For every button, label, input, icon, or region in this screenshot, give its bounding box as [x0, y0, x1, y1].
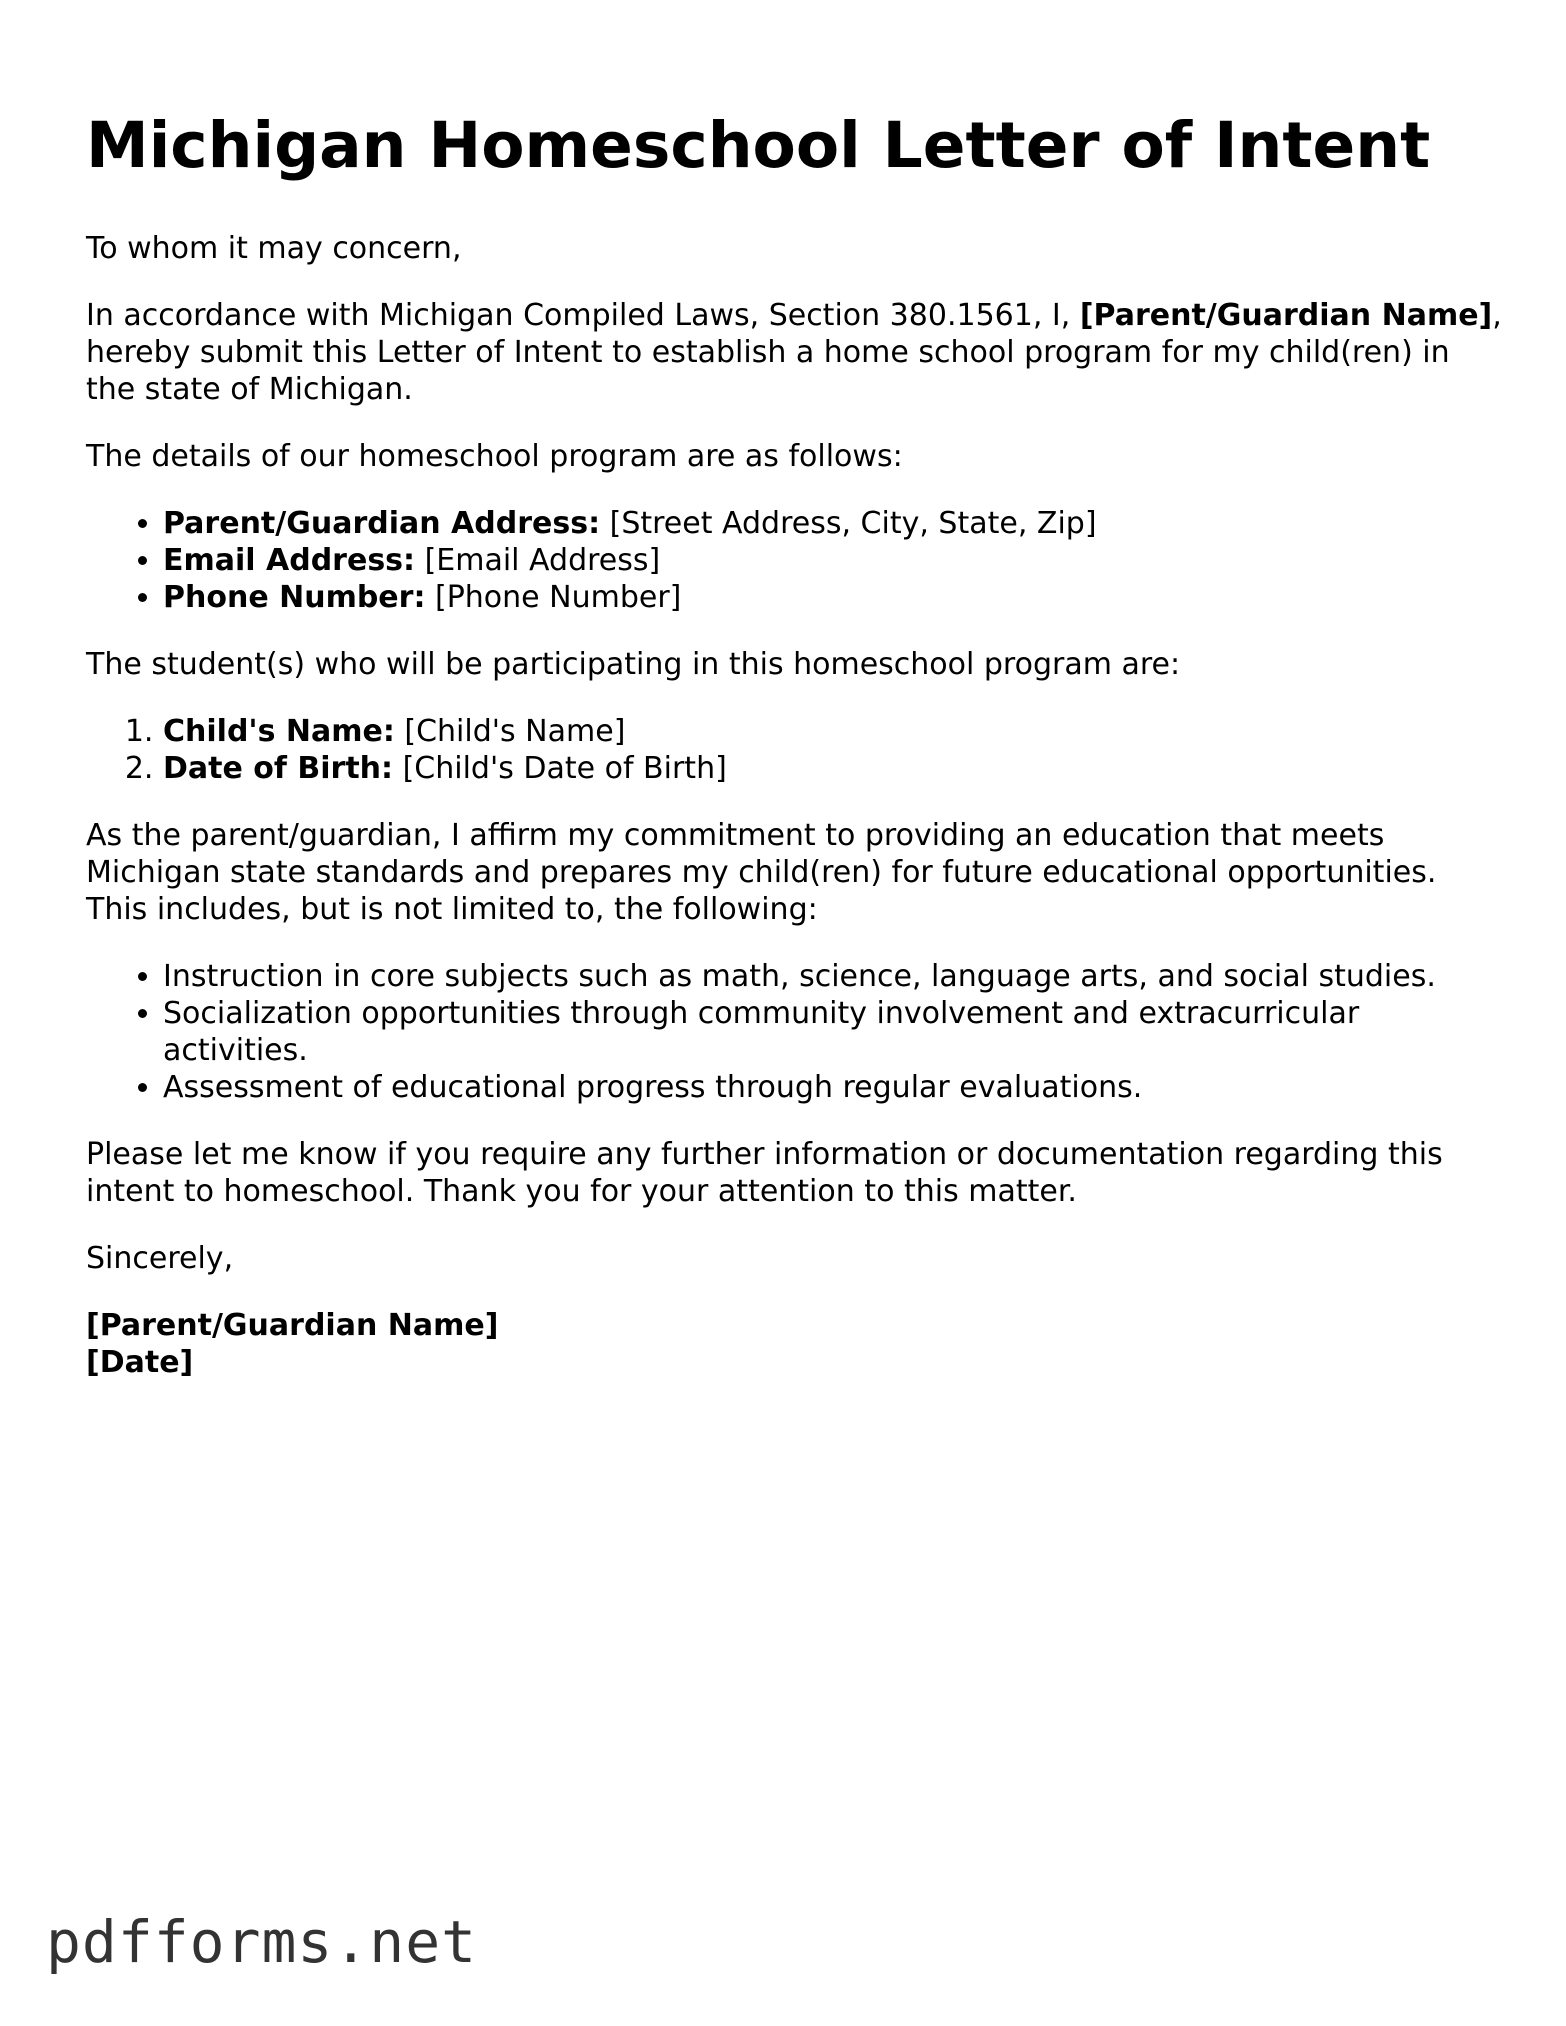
parent-name-placeholder: [Parent/Guardian Name] [1079, 298, 1493, 333]
detail-label: Email Address: [163, 543, 416, 578]
detail-value: [Email Address] [415, 543, 661, 578]
detail-label: Parent/Guardian Address: [163, 506, 601, 541]
detail-value: [Street Address, City, State, Zip] [600, 506, 1097, 541]
closing-request: Please let me know if you require any further information or documentation regarding this intent to homeschool. Thank you for your attention to this matter. [86, 1137, 1443, 1209]
signature-date: [Date] [86, 1345, 194, 1380]
intro-paragraph [86, 297, 1506, 408]
list-item: • Socialization opportunities through community involvement and extracurricular activities. [163, 995, 1506, 1069]
list-item-email [163, 542, 1506, 579]
student-label: Child's Name: [163, 714, 395, 749]
student-value: [Child's Date of Birth] [393, 751, 727, 786]
student-value: [Child's Name] [394, 714, 626, 749]
list-item: • Instruction in core subjects such as math, science, language arts, and social studies. [163, 958, 1506, 995]
list-item-address [163, 505, 1506, 542]
affirmation-paragraph: As the parent/guardian, I affirm my commitment to providing an education that meets Michigan state standards and prepares my child(ren) for future educational opportunities. This includes, but is not limited to, the following: [86, 818, 1437, 927]
salutation: To whom it may concern, [86, 231, 462, 266]
closing: Sincerely, [86, 1241, 234, 1276]
intro-text-end: , hereby submit this Letter of Intent to establish a home school program for my child(ren) in the state of Michigan. [86, 298, 1502, 407]
page-title: Michigan Homeschool Letter of Intent [86, 109, 1431, 182]
list-item: • Assessment of educational progress through regular evaluations. [163, 1069, 1506, 1106]
letter-page [86, 104, 1506, 1381]
details-list [86, 505, 1506, 616]
footer-watermark: pdfforms.net [46, 1908, 478, 1976]
list-item-phone [163, 579, 1506, 616]
students-intro: The student(s) who will be participating in this homeschool program are: [86, 647, 1181, 682]
signature-name: [Parent/Guardian Name] [86, 1308, 499, 1343]
list-item-child-name [163, 713, 1506, 750]
detail-label: Phone Number: [163, 580, 426, 615]
student-label: Date of Birth: [163, 751, 394, 786]
list-item-date-of-birth [163, 750, 1506, 787]
intro-text-start: In accordance with Michigan Compiled Laws, Section 380.1561, I, [86, 298, 1080, 333]
detail-value: [Phone Number] [425, 580, 682, 615]
students-list [86, 713, 1506, 787]
details-intro: The details of our homeschool program are as follows: [86, 439, 903, 474]
commitments-list [86, 958, 1506, 1106]
